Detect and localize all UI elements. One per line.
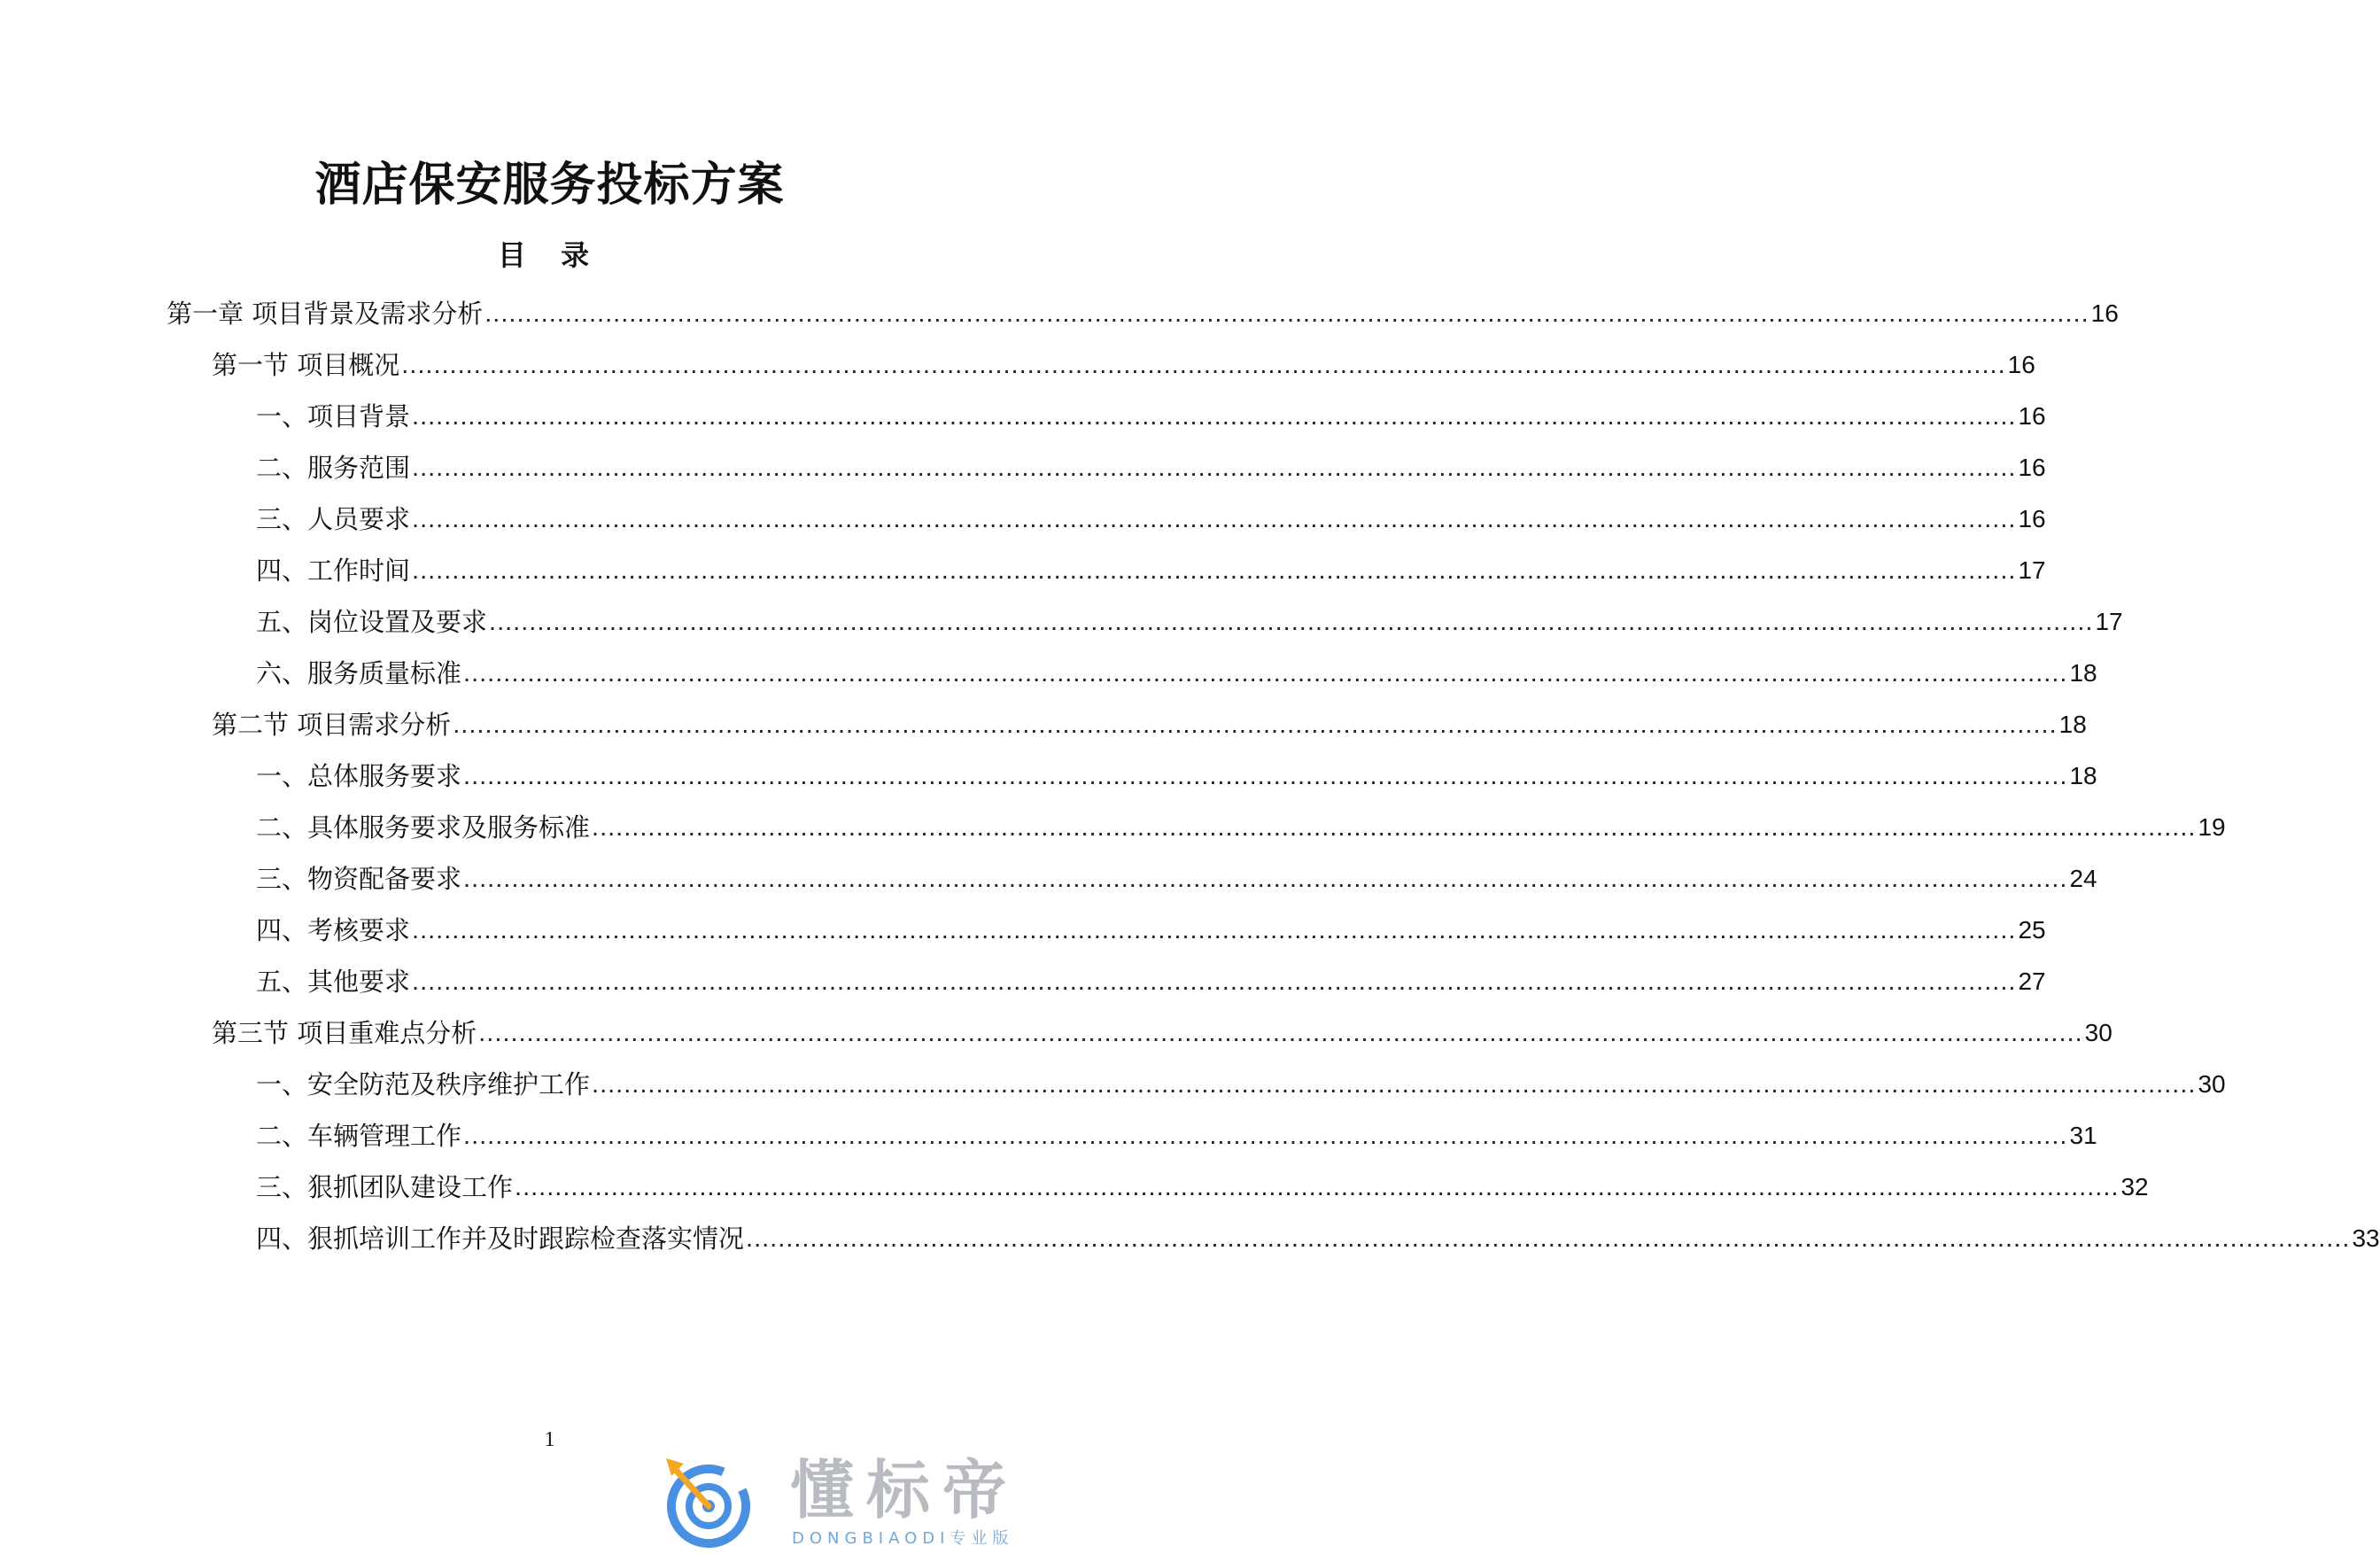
toc-entry-page: 16 xyxy=(2007,351,2035,378)
toc-leader-dots: ........................................................................................................................................................................................................ xyxy=(515,1173,2120,1201)
toc-entry[interactable] xyxy=(256,1063,2226,1102)
toc-entry-page: 25 xyxy=(2018,916,2046,944)
toc-entry-page: 17 xyxy=(2095,608,2123,635)
toc-entry-page: 24 xyxy=(2069,865,2097,892)
toc-entry-page: 19 xyxy=(2198,813,2226,841)
toc-entry-label: 二、服务范围 xyxy=(256,453,411,483)
toc-entry-label: 一、项目背景 xyxy=(256,401,411,431)
toc-entry-label: 第一章 项目背景及需求分析 xyxy=(167,299,484,329)
toc-entry[interactable] xyxy=(167,292,2119,331)
toc-entry-label: 三、狠抓团队建设工作 xyxy=(256,1172,514,1202)
toc-entry-label: 二、车辆管理工作 xyxy=(256,1121,462,1151)
toc-entry-label: 四、考核要求 xyxy=(256,915,411,945)
toc-leader-dots: ........................................................................................................................................................................................................ xyxy=(412,402,2017,431)
toc-entry-label: 三、人员要求 xyxy=(256,504,411,534)
toc-entry[interactable] xyxy=(256,755,2097,794)
toc-leader-dots: ........................................................................................................................................................................................................ xyxy=(592,1070,2197,1099)
toc-leader-dots: ........................................................................................................................................................................................................ xyxy=(412,505,2017,533)
toc-entry-page: 18 xyxy=(2058,711,2087,738)
toc-entry-page: 33 xyxy=(2352,1224,2380,1252)
toc-entry-label: 一、总体服务要求 xyxy=(256,761,462,791)
toc-entry-page: 16 xyxy=(2018,454,2046,481)
watermark-brand: 懂标帝 xyxy=(790,1453,1019,1527)
toc-entry-label: 第一节 项目概况 xyxy=(212,350,400,380)
toc-heading: 目 录 xyxy=(497,238,602,272)
toc-entry-label: 五、其他要求 xyxy=(256,967,411,997)
toc-entry-label: 三、物资配备要求 xyxy=(256,864,462,894)
toc-entry[interactable] xyxy=(256,960,2046,999)
toc-leader-dots: ........................................................................................................................................................................................................ xyxy=(463,659,2068,688)
toc-leader-dots: ........................................................................................................................................................................................................ xyxy=(478,1019,2083,1047)
toc-entry[interactable] xyxy=(256,1166,2149,1205)
toc-leader-dots: ........................................................................................................................................................................................................ xyxy=(412,454,2017,482)
toc-leader-dots: ........................................................................................................................................................................................................ xyxy=(401,351,2006,379)
toc-entry-page: 27 xyxy=(2018,967,2046,995)
watermark-subtitle: DONGBIAODI专业版 xyxy=(792,1529,1014,1548)
toc-entry-label: 第三节 项目重难点分析 xyxy=(212,1018,477,1048)
toc-entry-page: 18 xyxy=(2069,659,2097,687)
toc-entry[interactable] xyxy=(256,1217,2380,1256)
toc-entry[interactable] xyxy=(256,858,2097,897)
toc-entry[interactable] xyxy=(256,806,2226,845)
toc-leader-dots: ........................................................................................................................................................................................................ xyxy=(453,711,2058,739)
document-title: 酒店保安服务投标方案 xyxy=(314,159,785,212)
toc-leader-dots: ........................................................................................................................................................................................................ xyxy=(463,1122,2068,1150)
target-logo-icon xyxy=(657,1451,772,1549)
toc-entry-page: 32 xyxy=(2120,1173,2149,1200)
toc-leader-dots: ........................................................................................................................................................................................................ xyxy=(463,865,2068,893)
toc-leader-dots: ........................................................................................................................................................................................................ xyxy=(412,967,2017,996)
toc-leader-dots: ........................................................................................................................................................................................................ xyxy=(592,813,2197,842)
toc-entry-page: 18 xyxy=(2069,762,2097,789)
toc-entry-page: 17 xyxy=(2018,556,2046,584)
toc-entry[interactable] xyxy=(212,703,2087,742)
toc-entry[interactable] xyxy=(256,652,2097,691)
toc-entry[interactable] xyxy=(212,344,2035,383)
page-number: 1 xyxy=(544,1428,555,1451)
toc-entry-page: 31 xyxy=(2069,1122,2097,1149)
toc-entry[interactable] xyxy=(256,395,2046,434)
toc-entry[interactable] xyxy=(256,549,2046,588)
toc-entry-label: 第二节 项目需求分析 xyxy=(212,710,452,740)
toc-entry-label: 二、具体服务要求及服务标准 xyxy=(256,812,591,843)
toc-leader-dots: ........................................................................................................................................................................................................ xyxy=(412,916,2017,944)
toc-entry-page: 30 xyxy=(2198,1070,2226,1098)
toc-leader-dots: ........................................................................................................................................................................................................ xyxy=(412,556,2017,585)
toc-entry-label: 五、岗位设置及要求 xyxy=(256,607,488,637)
toc-entry[interactable] xyxy=(256,447,2046,486)
toc-entry-page: 30 xyxy=(2084,1019,2113,1046)
toc-entry[interactable] xyxy=(256,1115,2097,1154)
toc-entry-label: 一、安全防范及秩序维护工作 xyxy=(256,1069,591,1099)
toc-entry[interactable] xyxy=(212,1012,2113,1051)
toc-entry-label: 四、狠抓培训工作并及时跟踪检查落实情况 xyxy=(256,1224,745,1254)
toc-leader-dots: ........................................................................................................................................................................................................ xyxy=(746,1224,2351,1253)
toc-entry-label: 六、服务质量标准 xyxy=(256,658,462,688)
toc-leader-dots: ........................................................................................................................................................................................................ xyxy=(463,762,2068,790)
toc-entry[interactable] xyxy=(256,498,2046,537)
toc-entry-page: 16 xyxy=(2090,299,2119,327)
toc-entry[interactable] xyxy=(256,909,2046,948)
toc-entry-label: 四、工作时间 xyxy=(256,556,411,586)
toc-entry[interactable] xyxy=(256,601,2123,640)
toc-leader-dots: ........................................................................................................................................................................................................ xyxy=(485,299,2089,328)
toc-entry-page: 16 xyxy=(2018,402,2046,430)
toc-leader-dots: ........................................................................................................................................................................................................ xyxy=(489,608,2094,636)
watermark xyxy=(657,1451,1091,1549)
toc-entry-page: 16 xyxy=(2018,505,2046,532)
